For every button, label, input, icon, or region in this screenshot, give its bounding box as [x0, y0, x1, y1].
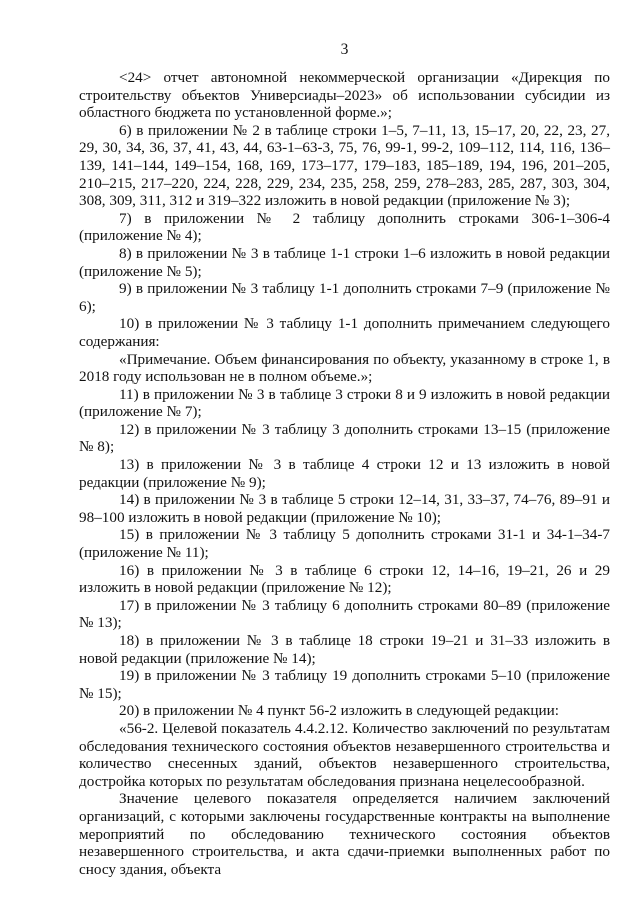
paragraph-item-14: 14) в приложении № 3 в таблице 5 строки 12–14, 31, 33–37, 74–76, 89–91 и 98–100 изложить в новой редакции (приложение № 10);	[79, 491, 610, 526]
paragraph-item-12: 12) в приложении № 3 таблицу 3 дополнить строками 13–15 (приложение № 8);	[79, 420, 610, 456]
paragraph-item-7: 7) в приложении № 2 таблицу дополнить строками 306-1–306-4 (приложение № 4);	[79, 209, 610, 245]
paragraph-item-10: 10) в приложении № 3 таблицу 1-1 дополнить примечанием следующего содержания:	[79, 315, 610, 350]
paragraph-item-20: 20) в приложении № 4 пункт 56-2 изложить в следующей редакции:	[119, 702, 559, 720]
paragraph-item-18: 18) в приложении № 3 в таблице 18 строки 19–21 и 31–33 изложить в новой редакции (приложение № 14);	[79, 632, 610, 667]
paragraph-item-6: 6) в приложении № 2 в таблице строки 1–5, 7–11, 13, 15–17, 20, 22, 23, 27, 29, 30, 34, 36, 37, 41, 43, 44, 63-1–63-3, 75, 76, 99-1, 99-2, 109–112, 114, 116, 136–139, 141–144, 149–154, 168, 169, 173–177, 179–183, 185–189, 194, 196, 201–205, 210–215, 217–220, 224, 228, 229, 234, 235, 258, 259, 278–283, 285, 287, 303, 304, 308, 309, 311, 312 и 319–322 изложить в новой редакции (приложение № 3);	[79, 121, 610, 210]
paragraph-item-17: 17) в приложении № 3 таблицу 6 дополнить строками 80–89 (приложение № 13);	[79, 596, 610, 632]
paragraph-item-19: 19) в приложении № 3 таблицу 19 дополнить строками 5–10 (приложение № 15);	[79, 667, 610, 702]
paragraph-indicator-value: Значение целевого показателя определяется наличием заключений организаций, с которыми заключены государственные контракты на выполнение мероприятий по обследованию технического состояния объектов незавершенного строительства, и акта сдачи-приемки выполненных работ по сносу здания, объекта	[79, 790, 610, 878]
paragraph-item-8: 8) в приложении № 3 в таблице 1-1 строки 1–6 изложить в новой редакции (приложение № 5);	[79, 244, 610, 280]
paragraph-report-24: <24> отчет автономной некоммерческой организации «Дирекция по строительству объектов Универсиады–2023» об использовании субсидии из областного бюджета по установленной форме.»;	[79, 69, 610, 122]
paragraph-item-16: 16) в приложении № 3 в таблице 6 строки 12, 14–16, 19–21, 26 и 29 изложить в новой редакции (приложение № 12);	[79, 561, 610, 597]
paragraph-point-56-2: «56-2. Целевой показатель 4.4.2.12. Количество заключений по результатам обследования технического состояния объектов незавершенного строительства и количество снесенных зданий, объектов незавершенного строительства, достройка которых по результатам обследования признана нецелесообразной.	[79, 719, 610, 790]
page-number: 3	[340, 41, 349, 58]
paragraph-item-15: 15) в приложении № 3 таблицу 5 дополнить строками 31-1 и 34-1–34-7 (приложение № 11);	[79, 526, 610, 562]
paragraph-item-13: 13) в приложении № 3 в таблице 4 строки 12 и 13 изложить в новой редакции (приложение № 9);	[79, 456, 610, 491]
paragraph-item-9: 9) в приложении № 3 таблицу 1-1 дополнить строками 7–9 (приложение № 6);	[79, 280, 610, 315]
paragraph-note: «Примечание. Объем финансирования по объекту, указанному в строке 1, в 2018 году использован не в полном объеме.»;	[79, 350, 610, 386]
paragraph-item-11: 11) в приложении № 3 в таблице 3 строки 8 и 9 изложить в новой редакции (приложение № 7);	[79, 385, 610, 421]
